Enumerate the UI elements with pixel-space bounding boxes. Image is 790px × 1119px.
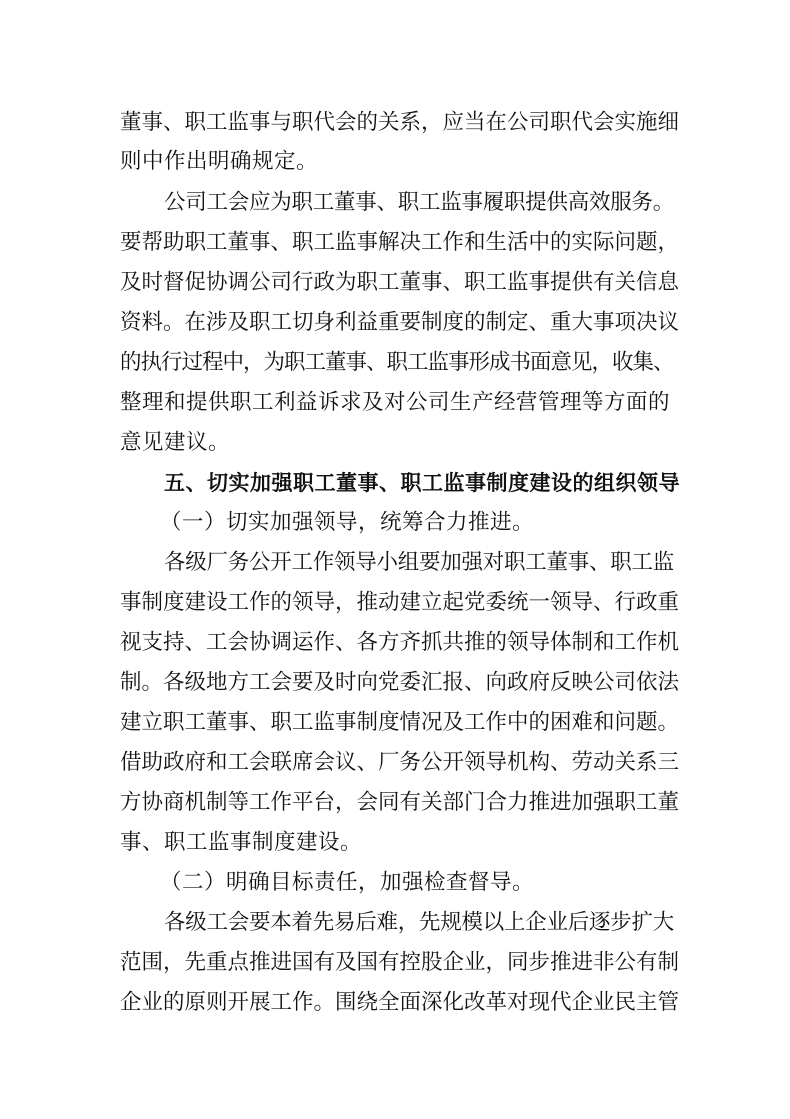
text-line: 则中作出明确规定。 (120, 149, 319, 174)
text-line: 方协商机制等工作平台，会同有关部门合力推进加强职工董 (120, 790, 680, 815)
text-line: 整理和提供职工利益诉求及对公司生产经营管理等方面的 (120, 390, 671, 415)
text-line: 要帮助职工董事、职工监事解决工作和生活中的实际问题， (120, 230, 680, 255)
text-line: 资料。在涉及职工切身利益重要制度的制定、重大事项决议 (120, 310, 680, 335)
text-line: 事制度建设工作的领导，推动建立起党委统一领导、行政重 (120, 590, 680, 615)
subsection-heading: （二）明确目标责任，加强检查督导。 (160, 870, 535, 895)
subsection-heading: （一）切实加强领导，统筹合力推进。 (160, 510, 535, 535)
section-heading: 五、切实加强职工董事、职工监事制度建设的组织领导 (164, 471, 680, 495)
text-line: 视支持、工会协调运作、各方齐抓共推的领导体制和工作机 (120, 630, 680, 655)
text-line: 借助政府和工会联席会议、厂务公开领导机构、劳动关系三 (120, 750, 680, 775)
text-line: 的执行过程中，为职工董事、职工监事形成书面意见，收集、 (120, 350, 674, 375)
text-line: 事、职工监事制度建设。 (120, 830, 363, 855)
text-line: 各级工会要本着先易后难，先规模以上企业后逐步扩大 (164, 910, 675, 935)
text-line: 范围，先重点推进国有及国有控股企业，同步推进非公有制 (120, 950, 680, 975)
text-line: 各级厂务公开工作领导小组要加强对职工董事、职工监 (164, 550, 675, 575)
text-line: 意见建议。 (120, 430, 231, 455)
text-line: 建立职工董事、职工监事制度情况及工作中的困难和问题。 (120, 710, 680, 735)
text-line: 公司工会应为职工董事、职工监事履职提供高效服务。 (164, 190, 675, 215)
text-line: 企业的原则开展工作。围绕全面深化改革对现代企业民主管 (120, 990, 680, 1015)
text-line: 制。各级地方工会要及时向党委汇报、向政府反映公司依法 (120, 670, 680, 695)
text-line: 及时督促协调公司行政为职工董事、职工监事提供有关信息 (120, 270, 680, 295)
text-line: 董事、职工监事与职代会的关系，应当在公司职代会实施细 (120, 110, 680, 135)
